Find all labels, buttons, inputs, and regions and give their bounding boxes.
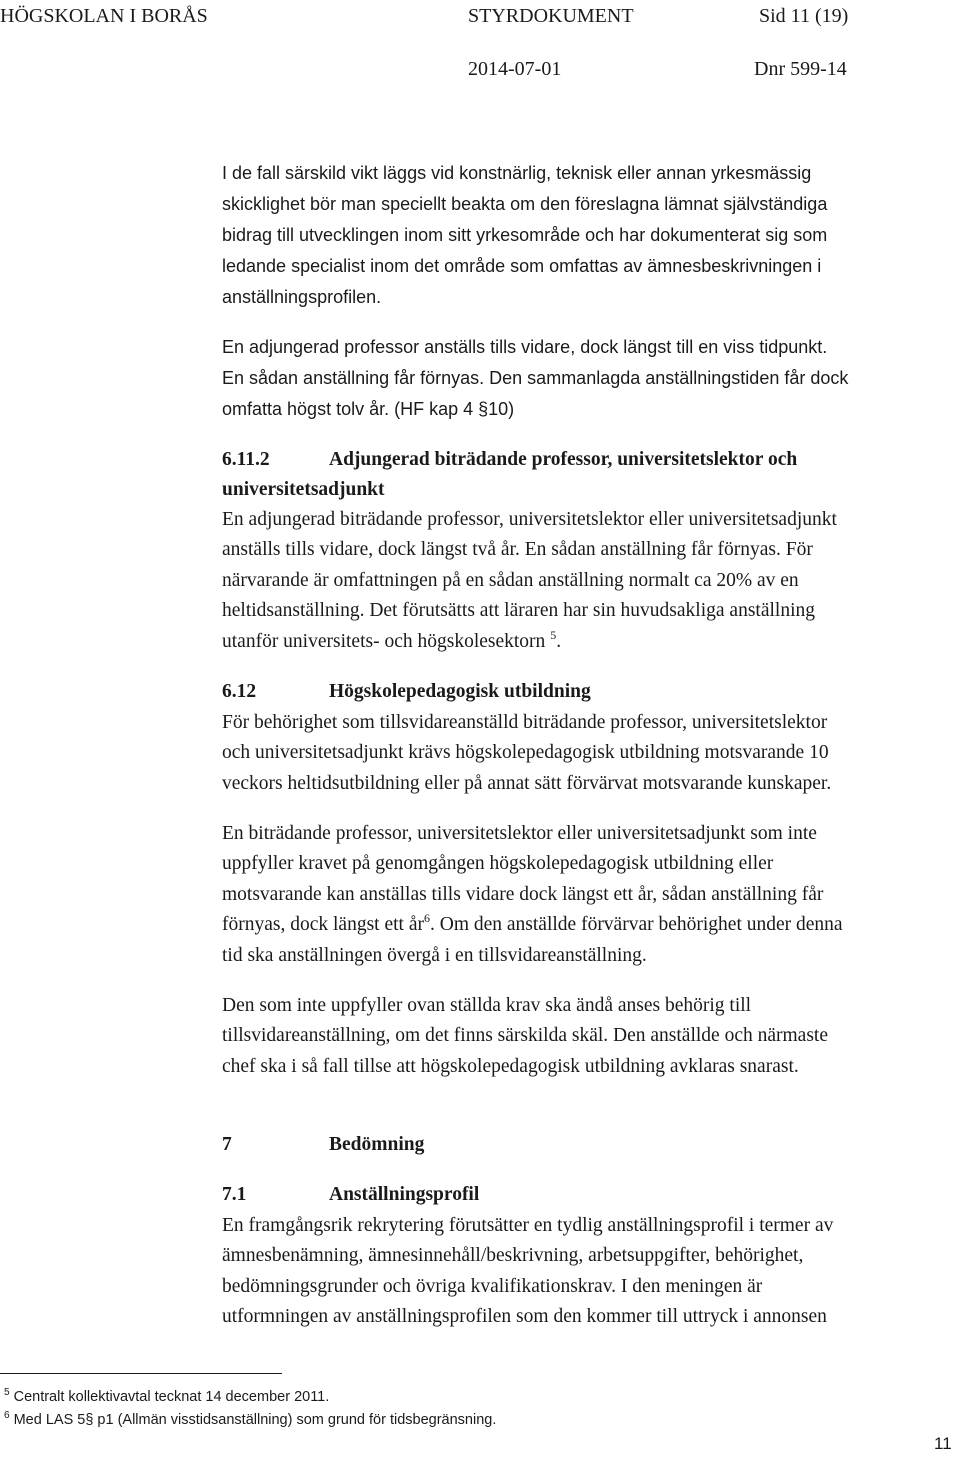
text-line: En framgångsrik rekrytering förutsätter en tydlig anställningsprofil i termer av xyxy=(222,1215,834,1236)
section-heading: Bedömning xyxy=(329,1134,425,1155)
text-line: tillsvidareanställning, om det finns särskilda skäl. Den anställde och närmaste xyxy=(222,1025,828,1046)
footnote-divider xyxy=(0,1373,282,1374)
header-date: 2014-07-01 xyxy=(468,58,562,80)
section-number: 7 xyxy=(222,1134,232,1155)
footnote-text: Med LAS 5§ p1 (Allmän visstidsanställning) som grund för tidsbegränsning. xyxy=(13,1412,497,1428)
text-line: utformningen av anställningsprofilen som den kommer till uttryck i annonsen xyxy=(222,1306,827,1327)
text-line: och universitetsadjunkt krävs högskolepedagogisk utbildning motsvarande 10 xyxy=(222,742,829,763)
text-line: heltidsanställning. Det förutsätts att läraren har sin huvudsakliga anställning xyxy=(222,600,815,621)
section-heading: Anställningsprofil xyxy=(329,1184,480,1205)
header-doc-type: STYRDOKUMENT xyxy=(468,5,634,27)
text-line: En adjungerad professor anställs tills vidare, dock längst till en viss tidpunkt. xyxy=(222,337,828,357)
section-number: 6.12 xyxy=(222,681,257,702)
text-line: Den som inte uppfyller ovan ställda krav ska ändå anses behörig till xyxy=(222,995,752,1016)
footnote-6 xyxy=(4,1412,496,1428)
text-line: ämnesbenämning, ämnesinnehåll/beskrivning, arbetsuppgifter, behörighet, xyxy=(222,1245,804,1266)
text-line xyxy=(222,911,843,936)
text-line: ledande specialist inom det område som omfattas av ämnesbeskrivningen i xyxy=(222,256,822,276)
text-line: anställningsprofilen. xyxy=(222,287,382,307)
text-line: skicklighet bör man speciellt beakta om den föreslagna lämnat självständiga xyxy=(222,194,828,214)
header-page-label: Sid 11 (19) xyxy=(759,5,849,27)
text-line: uppfyller kravet på genomgången högskolepedagogisk utbildning eller xyxy=(222,853,774,874)
text-line: motsvarande kan anställas tills vidare dock längst ett år, sådan anställning får xyxy=(222,884,824,905)
header-dnr: Dnr 599-14 xyxy=(754,58,847,80)
text-line: En sådan anställning får förnyas. Den sammanlagda anställningstiden får dock xyxy=(222,368,849,388)
footnote-ref-5[interactable]: 5 xyxy=(550,628,557,642)
text-line: tid ska anställningen övergå i en tillsvidareanställning. xyxy=(222,945,647,966)
section-number: 7.1 xyxy=(222,1184,247,1205)
text-line: chef ska i så fall tillse att högskolepedagogisk utbildning avklaras snarast. xyxy=(222,1056,799,1077)
section-number: 6.11.2 xyxy=(222,449,270,470)
text-line: I de fall särskild vikt läggs vid konstnärlig, teknisk eller annan yrkesmässig xyxy=(222,163,812,183)
text-segment: förnyas, dock längst ett år xyxy=(222,914,424,935)
footnote-number: 6 xyxy=(4,1410,10,1421)
text-segment: . xyxy=(556,631,562,652)
text-line: anställs tills vidare, dock längst två år. En sådan anställning får förnyas. För xyxy=(222,539,813,560)
header-institution: HÖGSKOLAN I BORÅS xyxy=(0,5,208,27)
section-heading-cont: universitetsadjunkt xyxy=(222,479,385,500)
text-line: En biträdande professor, universitetslektor eller universitetsadjunkt som inte xyxy=(222,823,817,844)
footnote-text: Centralt kollektivavtal tecknat 14 december 2011. xyxy=(13,1389,330,1405)
text-line: bedömningsgrunder och övriga kvalifikationskrav. I den meningen är xyxy=(222,1276,763,1297)
page-number: 11 xyxy=(934,1434,952,1453)
section-heading: Adjungerad biträdande professor, universitetslektor och xyxy=(329,449,798,470)
text-line: bidrag till utvecklingen inom sitt yrkesområde och har dokumenterat sig som xyxy=(222,225,828,245)
text-segment: utanför universitets- och högskolesektorn xyxy=(222,631,546,652)
text-line: En adjungerad biträdande professor, universitetslektor eller universitetsadjunkt xyxy=(222,509,837,530)
text-line xyxy=(222,628,562,653)
text-line: närvarande är omfattningen på en sådan anställning normalt ca 20% av en xyxy=(222,570,799,591)
footnote-5 xyxy=(4,1389,329,1405)
text-line: omfatta högst tolv år. (HF kap 4 §10) xyxy=(222,399,515,419)
text-segment: . Om den anställde förvärvar behörighet under denna xyxy=(429,914,843,935)
text-line: För behörighet som tillsvidareanställd biträdande professor, universitetslektor xyxy=(222,712,828,733)
section-heading: Högskolepedagogisk utbildning xyxy=(329,681,591,702)
text-line: veckors heltidsutbildning eller på annat sätt förvärvat motsvarande kunskaper. xyxy=(222,773,832,794)
footnote-ref-6[interactable]: 6 xyxy=(423,911,430,925)
footnote-number: 5 xyxy=(4,1387,10,1398)
